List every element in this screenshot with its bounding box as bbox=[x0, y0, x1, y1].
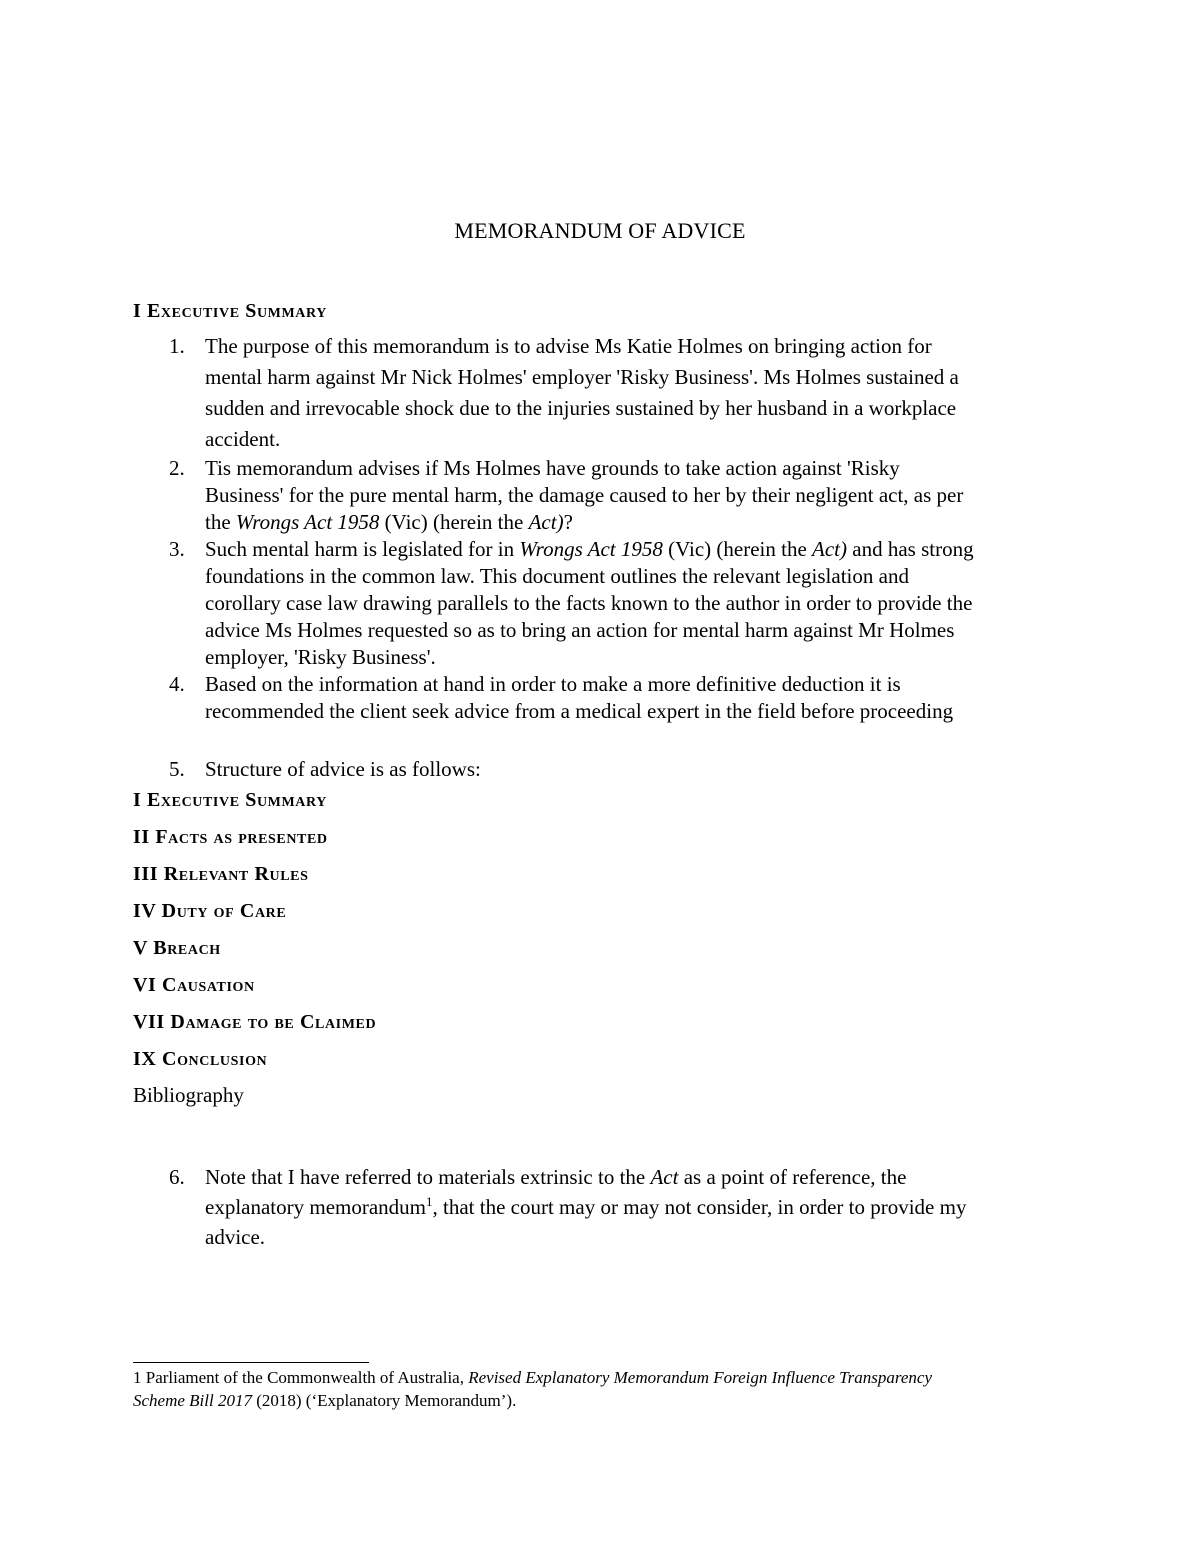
italic-act: Act) bbox=[812, 537, 848, 561]
footnote-line bbox=[133, 1366, 1073, 1389]
document-title: MEMORANDUM OF ADVICE bbox=[454, 218, 746, 243]
italic-statute-name: Wrongs Act 1958 bbox=[519, 537, 663, 561]
text-run: Note that I have referred to materials extrinsic to the bbox=[205, 1165, 651, 1189]
structure-item-breach: V Breach bbox=[133, 937, 221, 959]
text-run: (Vic) (herein the bbox=[662, 537, 813, 561]
text-run: and has strong bbox=[847, 537, 974, 561]
paragraph-line bbox=[205, 1192, 1073, 1222]
paragraph-number: 2. bbox=[169, 456, 185, 480]
text-run: , that the court may or may not consider, in order to provide my bbox=[432, 1195, 967, 1219]
paragraph-number: 1. bbox=[169, 334, 185, 358]
text-run: Such mental harm is legislated for in bbox=[205, 537, 520, 561]
paragraph-line: The purpose of this memorandum is to advise Ms Katie Holmes on bringing action for bbox=[205, 334, 932, 358]
text-run: as a point of reference, the bbox=[678, 1165, 907, 1189]
structure-item-executive-summary: I Executive Summary bbox=[133, 789, 327, 811]
footnote-line bbox=[133, 1389, 1073, 1412]
text-run: ? bbox=[563, 510, 573, 534]
paragraph-line bbox=[205, 509, 1073, 536]
footnote-marker: 1 bbox=[133, 1368, 142, 1387]
paragraph-line: sudden and irrevocable shock due to the injuries sustained by her husband in a workplace bbox=[205, 396, 957, 420]
section-heading-executive-summary: I Executive Summary bbox=[133, 300, 327, 322]
italic-document-title: Revised Explanatory Memorandum Foreign Influence Transparency bbox=[468, 1368, 932, 1387]
structure-item-duty-of-care: IV Duty of Care bbox=[133, 900, 287, 922]
structure-item-relevant-rules: III Relevant Rules bbox=[133, 863, 309, 885]
structure-item-conclusion: IX Conclusion bbox=[133, 1048, 268, 1070]
text-run: (2018) (‘Explanatory Memorandum’). bbox=[251, 1391, 517, 1410]
paragraph-number: 6. bbox=[169, 1165, 185, 1189]
text-run: the bbox=[205, 510, 236, 534]
paragraph-number: 4. bbox=[169, 672, 185, 696]
paragraph-line: foundations in the common law. This document outlines the relevant legislation and bbox=[205, 564, 909, 588]
paragraph-5 bbox=[133, 756, 1073, 783]
paragraph-4 bbox=[133, 671, 1073, 725]
paragraph-line bbox=[205, 1162, 1073, 1192]
paragraph-line: accident. bbox=[205, 427, 281, 451]
paragraph-line: advice Ms Holmes requested so as to bring an action for mental harm against Mr Holmes bbox=[205, 618, 955, 642]
paragraph-2 bbox=[133, 455, 1073, 536]
paragraph-line: recommended the client seek advice from a medical expert in the field before proceeding bbox=[205, 699, 954, 723]
structure-item-damage: VII Damage to be Claimed bbox=[133, 1011, 377, 1033]
footnote-separator bbox=[133, 1362, 369, 1363]
italic-statute-name: Wrongs Act 1958 bbox=[235, 510, 380, 534]
paragraph-line: corollary case law drawing parallels to the facts known to the author in order to provide the bbox=[205, 591, 973, 615]
structure-item-bibliography: Bibliography bbox=[133, 1083, 244, 1107]
paragraph-6 bbox=[133, 1162, 1073, 1252]
paragraph-line: employer, 'Risky Business'. bbox=[205, 645, 436, 669]
paragraph-line: Structure of advice is as follows: bbox=[205, 757, 481, 781]
footnote-reference[interactable]: 1 bbox=[426, 1194, 433, 1209]
paragraph-line: Business' for the pure mental harm, the damage caused to her by their negligent act, as per bbox=[205, 483, 964, 507]
paragraph-line: mental harm against Mr Nick Holmes' employer 'Risky Business'. Ms Holmes sustained a bbox=[205, 365, 959, 389]
italic-document-title: Scheme Bill 2017 bbox=[133, 1391, 252, 1410]
text-run: Parliament of the Commonwealth of Australia, bbox=[141, 1368, 469, 1387]
structure-item-causation: VI Causation bbox=[133, 974, 255, 996]
italic-act: Act bbox=[650, 1165, 679, 1189]
paragraph-line: Based on the information at hand in order to make a more definitive deduction it is bbox=[205, 672, 901, 696]
paragraph-line: Tis memorandum advises if Ms Holmes have grounds to take action against 'Risky bbox=[205, 456, 900, 480]
paragraph-number: 3. bbox=[169, 537, 185, 561]
text-run: (Vic) (herein the bbox=[379, 510, 529, 534]
footnote bbox=[133, 1366, 1073, 1412]
paragraph-line: advice. bbox=[205, 1225, 266, 1249]
italic-act: Act) bbox=[528, 510, 564, 534]
structure-item-facts: II Facts as presented bbox=[133, 826, 328, 848]
paragraph-1 bbox=[133, 331, 1073, 455]
paragraph-3 bbox=[133, 536, 1073, 671]
text-run: explanatory memorandum bbox=[205, 1195, 427, 1219]
paragraph-number: 5. bbox=[169, 757, 185, 781]
paragraph-line bbox=[205, 536, 1073, 563]
